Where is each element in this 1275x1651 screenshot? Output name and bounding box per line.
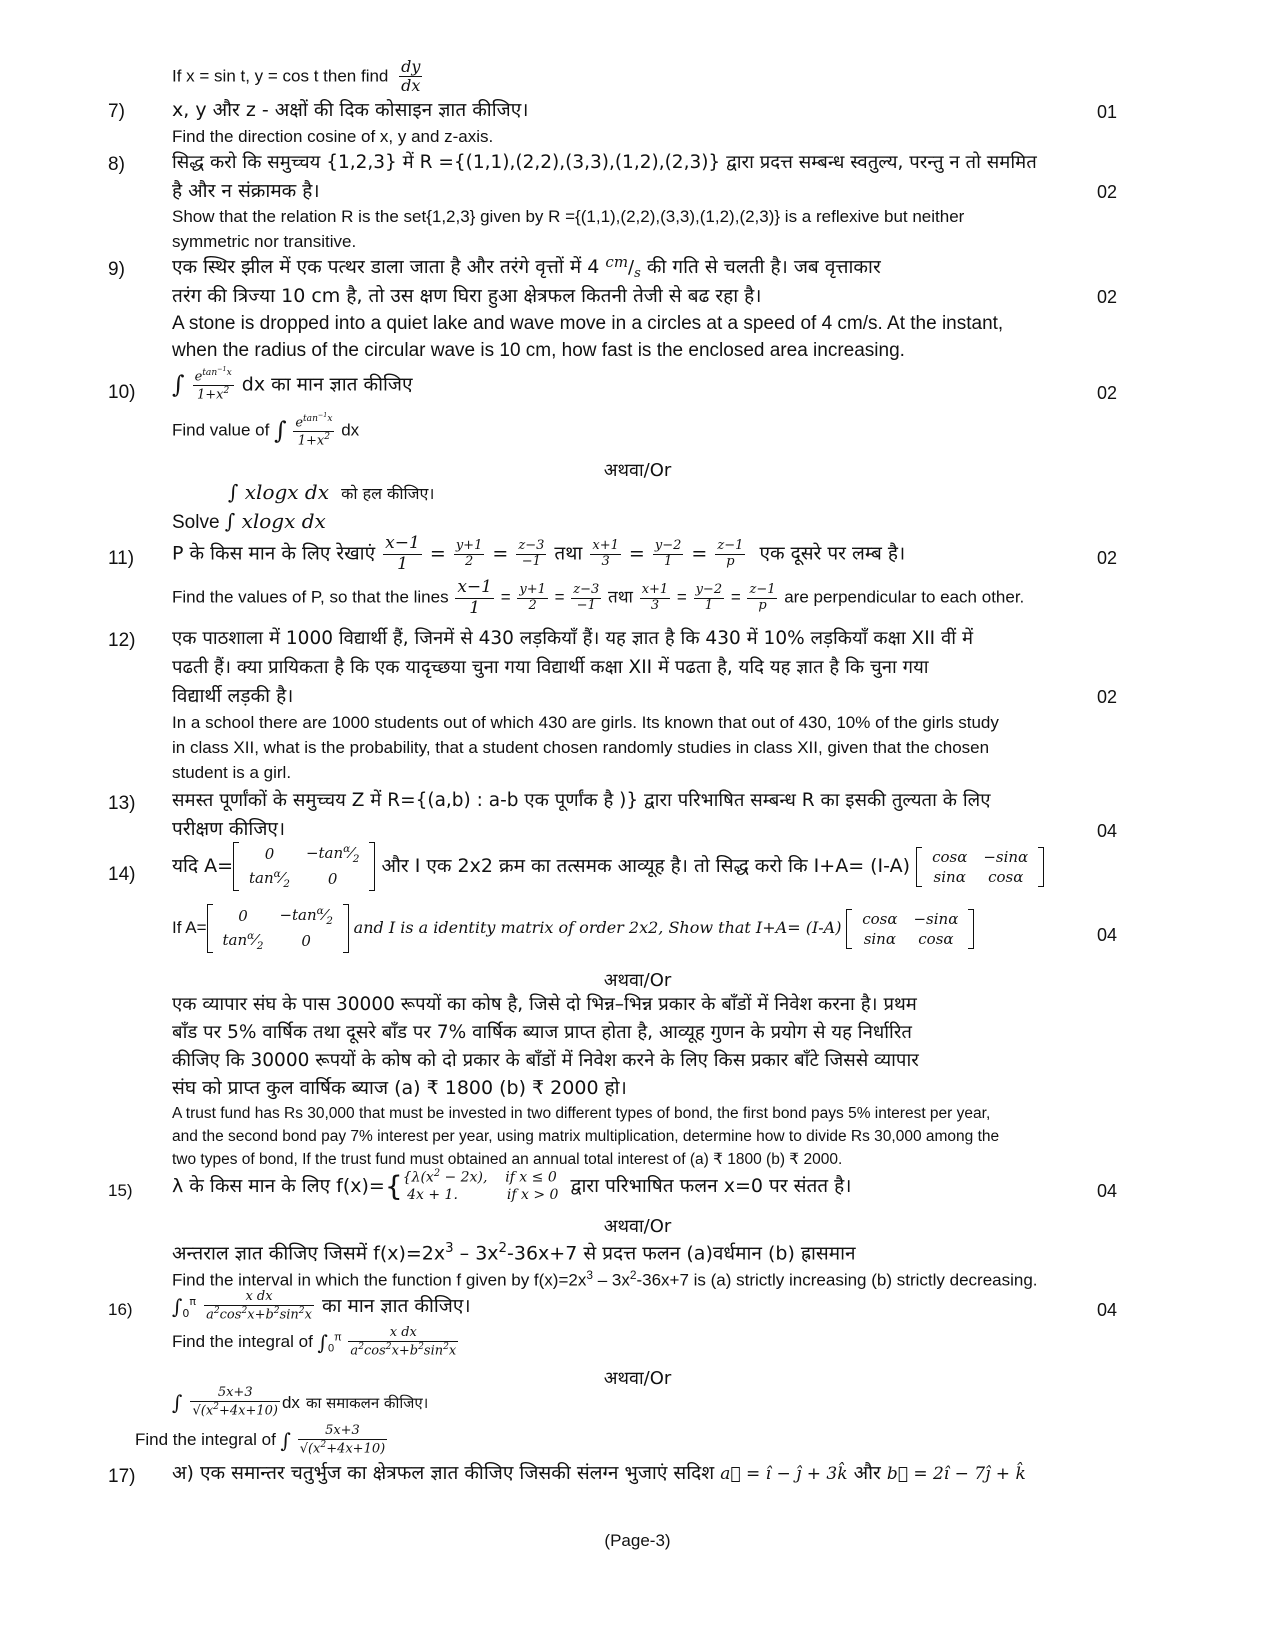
question-number: 16) (108, 1300, 133, 1319)
q14-alt-english-line3: two types of bond, If the trust fund must obtained an annual total interest of (a) ₹ 1800 (b) ₹ 2000. (172, 1151, 843, 1168)
q15-alt-english-c: -36x+7 is (a) strictly increasing (b) strictly decreasing. (636, 1270, 1038, 1290)
q10-alt-hindi-text: को हल कीजिए। (341, 484, 435, 503)
q7-english: Find the direction cosine of x, y and z-axis. (172, 127, 494, 146)
q11-english: Find the values of P, so that the lines $\frac{x-1}{1}$ = $\frac{y+1}{2}$ = $\frac{z-3}{-1}$ तथा $\frac{x+1}{3}$ = $\frac{y-2}{1}$ = $\frac{z-1}{p}$ are perpendicular to each other. (172, 577, 1025, 618)
q16-hindi-text: का मान ज्ञात कीजिए। (321, 1295, 471, 1318)
q14-hindi-a: यदि A= (172, 855, 233, 878)
marks: 02 (1097, 383, 1118, 403)
q12-hindi-line2: पढती हैं। क्या प्रायिकता है कि एक यादृच्छया चुना गया विद्यार्थी कक्षा XII में पढता है, यदि यह ज्ञात है कि चुना गया (172, 657, 929, 678)
q9-english-line1: A stone is dropped into a quiet lake and wave move in a circles at a speed of 4 cm/s. At the instant, (172, 313, 1004, 334)
question-number: 9) (108, 259, 125, 280)
or-divider: अथवा/Or (603, 1216, 672, 1237)
q15-alt-hindi-c: -36x+7 से प्रदत्त फलन (a)वर्धमान (b) ह्रासमान (507, 1242, 856, 1265)
q9-english-line2: when the radius of the circular wave is 10 cm, how fast is the enclosed area increasing. (172, 340, 905, 361)
q7-hindi: x, y और z - अक्षों की दिक कोसाइन ज्ञात कीजिए। (172, 99, 529, 121)
q14-alt-english-line2: and the second bond pay 7% interest per year, using matrix multiplication, determine how to divide Rs 30,000 among the (172, 1128, 1000, 1145)
marks: 04 (1097, 1300, 1118, 1320)
q14-alt-hindi-line4: संघ को प्राप्त कुल वार्षिक ब्याज (a) ₹ 1800 (b) ₹ 2000 हो। (172, 1077, 627, 1099)
q10-alt-english-text: Solve (172, 512, 220, 533)
q10-alt-hindi: ∫ xlogx dx को हल कीजिए। (228, 480, 435, 504)
q11-hindi-b: एक दूसरे पर लम्ब है। (759, 542, 906, 565)
q14-english-a: If A= (172, 918, 207, 938)
q9-hindi-1b: की गति से चलती है। जब वृत्ताकार (646, 256, 881, 278)
integrand-fraction: $\frac{e^{tan^{-1}x}}{1+x^2}$ (194, 365, 232, 403)
q12-english-line2: in class XII, what is the probability, that a student chosen randomly studies in class XII, given that the chosen (172, 738, 990, 757)
question-number: 14) (108, 864, 136, 885)
q12-english-line1: In a school there are 1000 students out of which 430 are girls. Its known that out of 430, 10% of the girls study (172, 713, 999, 732)
q16-alt-english: Find the integral of ∫ $\frac{5x+3}{√(x^2+4x+10)}$ (135, 1423, 386, 1457)
q15-alt-hindi: अन्तराल ज्ञात कीजिए जिसमें $f(x)=2x^3 - 3x^2-36x+7$ से प्रदत्त फलन (a)वर्धमान (b) ह्रासमान (172, 1241, 856, 1265)
q15-hindi: λ के किस मान के लिए $f(x)=\{\{\lambda(x^2 - 2x)$, if x ≤ 0 4x + 1. if x > 0 द्वारा परिभाषित फलन x=0 पर संतत है। (172, 1168, 852, 1204)
q10-hindi: ∫ $\frac{e^{tan^{-1}x}}{1+x^2}$ dx का मान ज्ञात कीजिए (172, 365, 413, 403)
or-divider: अथवा/Or (603, 460, 672, 481)
q15-hindi-a: λ के किस मान के लिए f(x)= (172, 1174, 385, 1197)
question-number: 11) (108, 548, 135, 569)
marks: 04 (1097, 1181, 1118, 1201)
q8-hindi-line1: सिद्ध करो कि समुच्चय {1,2,3} में R ={(1,1),(2,2),(3,3),(1,2),(2,3)} द्वारा प्रदत्त सम्बन्ध स्वतुल्य, परन्तु न तो सममित (172, 152, 1037, 173)
q9-hindi-line1: एक स्थिर झील में एक पत्थर डाला जाता है और तरंगे वृत्तों में 4 $^{cm}/_s$ की गति से चलती है। जब वृत्ताकार (172, 253, 881, 281)
q14-hindi (172, 842, 1044, 891)
q17-hindi: अ) एक समान्तर चतुर्भुज का क्षेत्रफल ज्ञात कीजिए जिसकी संलग्न भुजाएं सदिश a⃗ = î − ĵ + 3k̂ और b⃗ = 2î − 7ĵ + k̂ (172, 1462, 1026, 1484)
marks: 02 (1097, 548, 1118, 568)
question-number: 7) (108, 101, 125, 122)
marks: 04 (1097, 821, 1118, 841)
q11-hindi: P के किस मान के लिए रेखाएं $\frac{x-1}{1}$ = $\frac{y+1}{2}$ = $\frac{z-3}{-1}$ तथा $\frac{x+1}{3}$ = $\frac{y-2}{1}$ = $\frac{z-1}{p}$ एक दूसरे पर लम्ब है। (172, 533, 906, 574)
q11-hindi-a: P के किस मान के लिए रेखाएं (172, 542, 376, 565)
question-number: 13) (108, 793, 136, 814)
q14-alt-hindi-line2: बाँड पर 5% वार्षिक तथा दूसरे बाँड पर 7% वार्षिक ब्याज प्राप्त होता है, आव्यूह गुणन के प्रयोग से यह निर्धारित (172, 1022, 912, 1043)
q16-hindi: $\int_0^\pi$ $\frac{\text{x dx}}{a^2\cos^2x+b^2\sin^2x}$ का मान ज्ञात कीजिए। (172, 1289, 471, 1323)
q16-alt-hindi-text: का समाकलन कीजिए। (305, 1394, 429, 1413)
q11-tatha: तथा (554, 542, 583, 565)
question-number: 15) (108, 1181, 133, 1200)
q14-alt-hindi-line1: एक व्यापार संघ के पास 30000 रूपयों का कोष है, जिसे दो भिन्न–भिन्न प्रकार के बाँडों में निवेश करना है। प्रथम (172, 994, 917, 1015)
marks: 01 (1097, 102, 1118, 122)
q10-hindi-text: dx का मान ज्ञात कीजिए (241, 373, 413, 396)
q11-english-b: are perpendicular to each other. (784, 587, 1025, 607)
or-divider: अथवा/Or (603, 970, 672, 991)
marks: 02 (1097, 687, 1118, 707)
question-number: 10) (108, 382, 136, 403)
dy-dx-fraction: $\frac{dy}{dx}$ (401, 57, 421, 96)
q9-hindi-1a: एक स्थिर झील में एक पत्थर डाला जाता है और तरंगे वृत्तों में 4 (172, 256, 600, 278)
q13-hindi-line1: समस्त पूर्णांकों के समुच्चय Z में R={(a,b) : a-b एक पूर्णांक है )} द्वारा परिभाषित सम्बन्ध R का इसकी तुल्यता के लिए (172, 790, 991, 811)
marks: 02 (1097, 182, 1118, 202)
q6-text (172, 58, 424, 96)
q14-hindi-b: और I एक 2x2 क्रम का तत्समक आव्यूह है। तो सिद्ध करो कि I+A= (I-A) (381, 855, 911, 878)
matrix-a: 0 $-\tan^\alpha⁄_2$ $\tan^\alpha⁄_2$ 0 (207, 904, 349, 953)
marks: 02 (1097, 287, 1118, 307)
question-number: 17) (108, 1466, 136, 1487)
q8-hindi-line2: है और न संक्रामक है। (172, 180, 320, 202)
q14-alt-hindi-line3: कीजिए कि 30000 रूपयों के कोष को दो प्रकार के बाँडों में निवेश करने के लिए किस प्रकार बाँटे जिससे व्यापार (172, 1050, 919, 1071)
q11-english-a: Find the values of P, so that the lines (172, 587, 449, 607)
q10-alt-english: Solve ∫ xlogx dx (172, 509, 326, 533)
question-number: 12) (108, 630, 136, 651)
q8-english-line2: symmetric nor transitive. (172, 232, 357, 251)
q11-tatha: तथा (608, 587, 633, 607)
q17-hindi-text: अ) एक समान्तर चतुर्भुज का क्षेत्रफल ज्ञात कीजिए जिसकी संलग्न भुजाएं सदिश (172, 1462, 715, 1484)
q9-hindi-line2: तरंग की त्रिज्या 10 cm है, तो उस क्षण घिरा हुआ क्षेत्रफल कितनी तेजी से बढ रहा है। (172, 285, 762, 307)
q14-alt-english-line1: A trust fund has Rs 30,000 that must be invested in two different types of bond, the first bond pays 5% interest per year, (172, 1105, 991, 1122)
q15-alt-hindi-a: अन्तराल ज्ञात कीजिए जिसमें f(x)=2x (172, 1242, 446, 1265)
q16-english: Find the integral of $\int_0^\pi$ $\frac{\text{x dx}}{a^2\cos^2x+b^2\sin^2x}$ (172, 1325, 457, 1359)
marks: 04 (1097, 925, 1118, 945)
q16-english-text: Find the integral of (172, 1332, 313, 1352)
q8-english-line1: Show that the relation R is the set{1,2,3} given by R ={(1,1),(2,2),(3,3),(1,2),(2,3)} is a reflexive but neither (172, 207, 965, 226)
q12-hindi-line3: विद्यार्थी लड़की है। (172, 685, 294, 707)
q12-hindi-line1: एक पाठशाला में 1000 विद्यार्थी हैं, जिनमें से 430 लड़कियाँ हैं। यह ज्ञात है कि 430 में 10% लड़कियाँ कक्षा XII वीं में (172, 628, 974, 649)
page-number: (Page-3) (604, 1531, 671, 1550)
q16-alt-english-text: Find the integral of (135, 1430, 276, 1450)
q15-alt-english-b: – 3x (592, 1270, 630, 1290)
q10-english-text: Find value of (172, 420, 270, 440)
question-number: 8) (108, 154, 125, 175)
rotation-matrix: cosα −sinα sinα cosα (846, 909, 974, 949)
q14-english-b: and I is a identity matrix of order 2x2, Show that I+A= (I-A) (353, 918, 842, 938)
q15-alt-hindi-b: – 3x (453, 1242, 499, 1265)
matrix-a: 0 $-\tan^\alpha⁄_2$ $\tan^\alpha⁄_2$ 0 (233, 842, 375, 891)
piecewise-function: {$\lambda(x^2 - 2x)$, if x ≤ 0 4x + 1. if x > 0 (402, 1168, 559, 1204)
q14-english (172, 904, 974, 953)
or-divider: अथवा/Or (603, 1368, 672, 1389)
q15-alt-english: Find the interval in which the function f given by $f(x)=2x^3 - 3x^2-36x+7$ is (a) strictly increasing (b) strictly decreasing. (172, 1268, 1038, 1290)
rotation-matrix: cosα −sinα sinα cosα (916, 847, 1044, 887)
q15-hindi-b: द्वारा परिभाषित फलन x=0 पर संतत है। (570, 1174, 852, 1197)
q12-english-line3: student is a girl. (172, 763, 292, 782)
q13-hindi-line2: परीक्षण कीजिए। (172, 818, 286, 840)
q15-alt-english-a: Find the interval in which the function f given by f(x)=2x (172, 1270, 587, 1290)
q16-alt-hindi: ∫ $\frac{5x+3}{√(x^2+4x+10)}$ dx का समाकलन कीजिए। (172, 1385, 429, 1419)
q6-en: If x = sin t, y = cos t then find (172, 66, 389, 86)
q10-english: Find value of ∫ $\frac{e^{tan^{-1}x}}{1+x^2}$ dx (172, 411, 360, 449)
